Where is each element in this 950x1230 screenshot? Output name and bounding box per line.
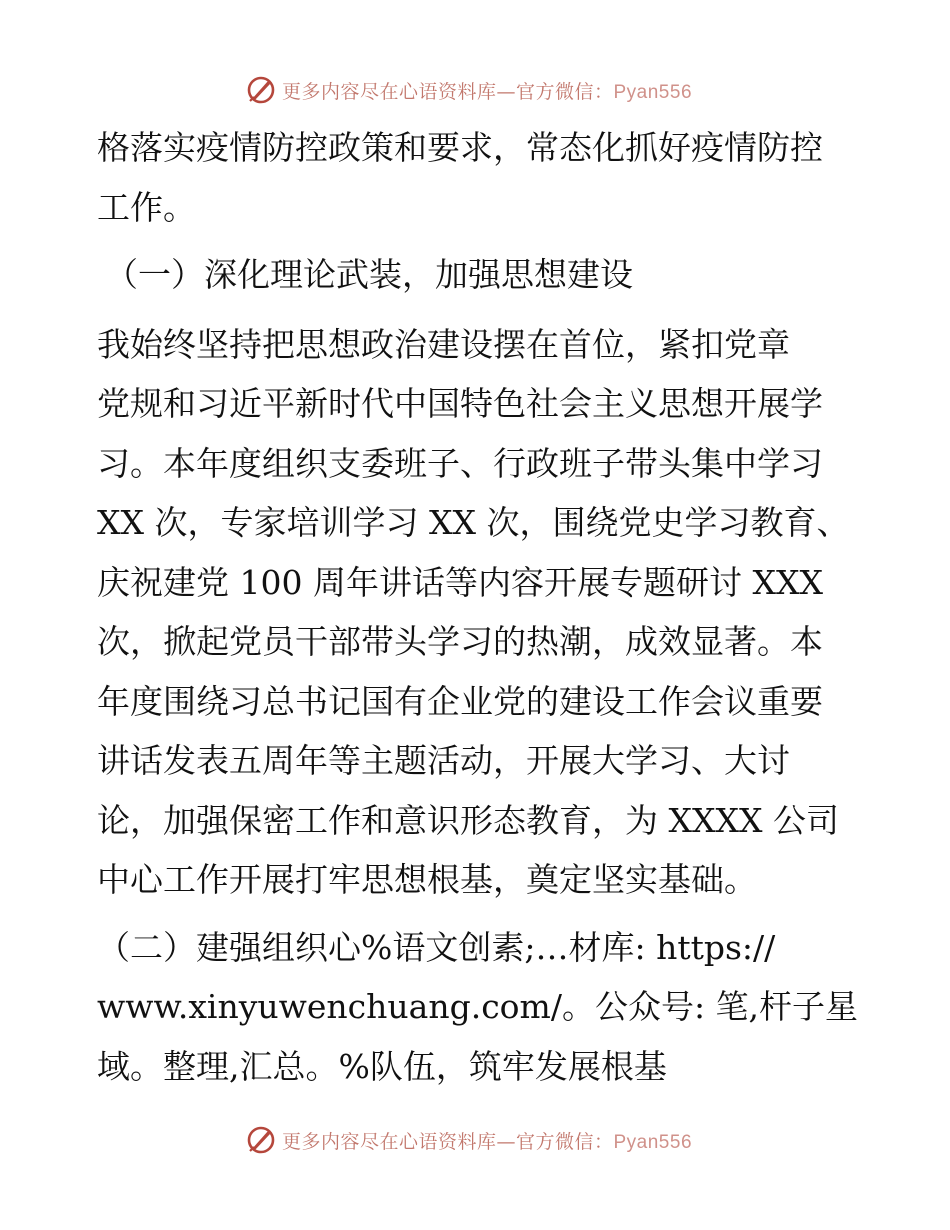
quill-logo-icon bbox=[246, 1125, 276, 1155]
text-line: 域。整理,汇总。%队伍，筑牢发展根基 bbox=[97, 1046, 667, 1086]
text-line: 讲话发表五周年等主题活动，开展大学习、大讨 bbox=[97, 741, 790, 780]
text-line: 论，加强保密工作和意识形态教育，为 XXXX 公司 bbox=[97, 800, 839, 840]
text-line: 党规和习近平新时代中国特色社会主义思想开展学 bbox=[97, 384, 823, 423]
text-line: www.xinyuwenchuang.com/。公众号: 笔,杆子星 bbox=[97, 987, 859, 1026]
text-line: 工作。 bbox=[97, 187, 196, 227]
paragraph bbox=[97, 118, 857, 237]
section-heading bbox=[97, 245, 857, 305]
quill-logo-icon bbox=[246, 75, 276, 105]
watermark-text: 更多内容尽在心语资料库—官方微信：Pyan556 bbox=[281, 1130, 693, 1153]
header-watermark bbox=[0, 70, 950, 110]
wechat-id: Pyan556 bbox=[613, 81, 693, 103]
text-line: 庆祝建党 100 周年讲话等内容开展专题研讨 XXX bbox=[97, 562, 823, 602]
watermark-text: 更多内容尽在心语资料库—官方微信：Pyan556 bbox=[281, 80, 693, 103]
text-line: 格落实疫情防控政策和要求，常态化抓好疫情防控 bbox=[97, 128, 823, 167]
paragraph bbox=[97, 315, 857, 910]
text-line: （二）建强组织心%语文创素;…材库: https:// bbox=[97, 927, 776, 967]
text-line: 中心工作开展打牢思想根基，奠定坚实基础。 bbox=[97, 860, 757, 899]
text-line: 年度围绕习总书记国有企业党的建设工作会议重要 bbox=[97, 681, 823, 721]
text-line: 习。本年度组织支委班子、行政班子带头集中学习 bbox=[97, 443, 823, 483]
footer-watermark bbox=[0, 1120, 950, 1160]
text-line: 我始终坚持把思想政治建设摆在首位，紧扣党章 bbox=[97, 324, 790, 364]
wechat-id: Pyan556 bbox=[613, 1131, 693, 1153]
document-body bbox=[97, 118, 857, 1096]
paragraph bbox=[97, 918, 857, 1097]
text-line: 次，掀起党员干部带头学习的热潮，成效显著。本 bbox=[97, 622, 823, 661]
heading-line: （一）深化理论武装，加强思想建设 bbox=[105, 255, 633, 294]
text-line: XX 次，专家培训学习 XX 次，围绕党史学习教育、 bbox=[97, 503, 850, 542]
